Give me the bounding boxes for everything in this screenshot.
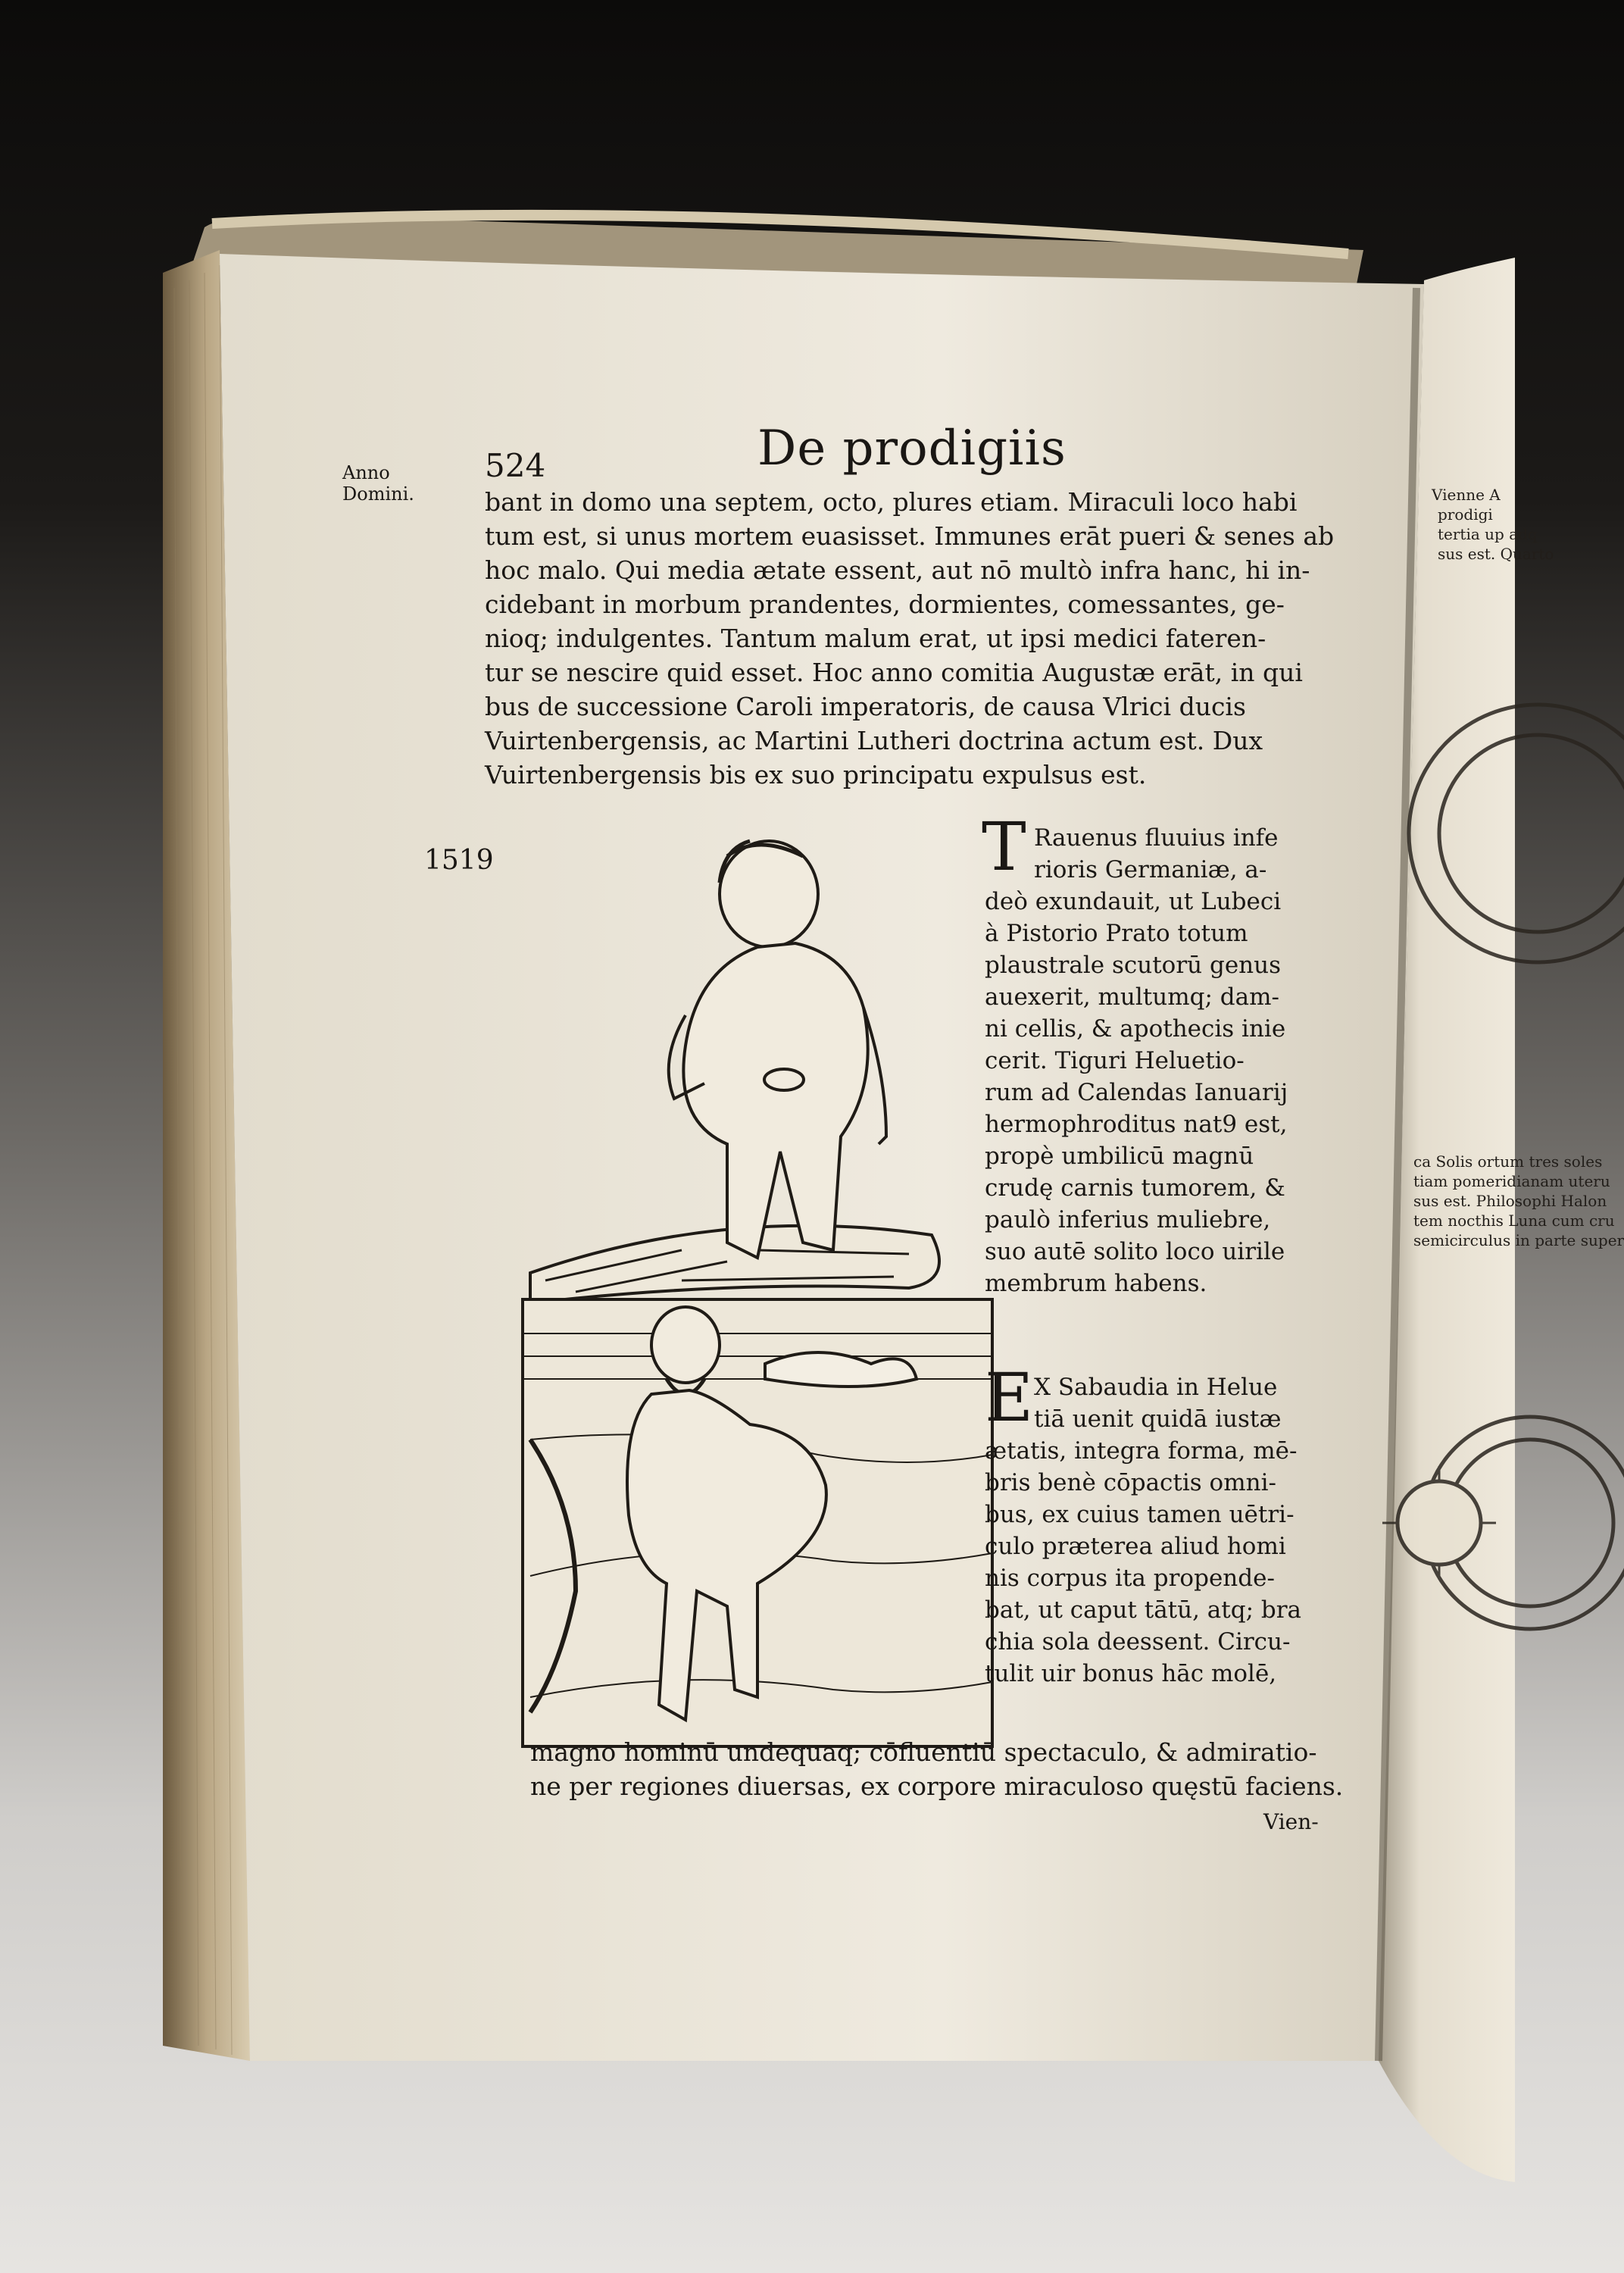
facing-line: tem nocthis Luna cum cru: [1413, 1212, 1615, 1230]
facing-line: sus est. Philosophi Halon: [1413, 1192, 1607, 1210]
facing-line: semicirculus in parte super: [1413, 1231, 1624, 1249]
column-line: propè umbilicū magnū: [985, 1143, 1254, 1170]
column-line: auexerit, multumq; dam-: [985, 983, 1279, 1011]
column-line: bat, ut caput tātū, atq; bra: [985, 1596, 1302, 1624]
facing-line: Vienne A: [1432, 486, 1501, 504]
column-line: cerit. Tiguri Heluetio-: [985, 1047, 1245, 1074]
column-line: crudę carnis tumorem, &: [985, 1174, 1285, 1202]
column-line: à Pistorio Prato totum: [985, 920, 1248, 947]
body-line: bus de successione Caroli imperatoris, de causa Vlrici ducis: [485, 692, 1246, 721]
column-line: rum ad Calendas Ianuarij: [985, 1079, 1288, 1106]
body-line: nioq; indulgentes. Tantum malum erat, ut ipsi medici fateren-: [485, 624, 1266, 653]
column-line: rioris Germaniæ, a-: [1034, 856, 1267, 883]
column-line: culo præterea aliud homi: [985, 1533, 1286, 1560]
column-line: bus, ex cuius tamen uētri-: [985, 1501, 1295, 1528]
closing-lines: [530, 1735, 1343, 1803]
body-line: bant in domo una septem, octo, plures etiam. Miraculi loco habi: [485, 487, 1298, 517]
column-line: hermophroditus nat9 est,: [985, 1111, 1288, 1138]
catchword: Vien-: [1263, 1809, 1319, 1834]
column-line: membrum habens.: [985, 1270, 1207, 1297]
body-line: cidebant in morbum prandentes, dormientes, comessantes, ge-: [485, 589, 1285, 619]
column-line: chia sola deessent. Circu-: [985, 1628, 1291, 1656]
closing-line: ne per regiones diuersas, ex corpore miraculoso quęstū faciens.: [530, 1771, 1344, 1801]
column-line: plaustrale scutorū genus: [985, 952, 1282, 979]
column-text-1: [1034, 822, 1279, 886]
page-number: 524: [485, 447, 546, 484]
facing-line: tertia up adq: [1438, 525, 1538, 543]
facing-line: tiam pomeridianam uteru: [1413, 1172, 1610, 1190]
column-line: bris benè cōpactis omni-: [985, 1469, 1276, 1496]
body-line: tur se nescire quid esset. Hoc anno comitia Augustæ erāt, in qui: [485, 658, 1303, 687]
drop-cap-e: E: [985, 1358, 1034, 1437]
column-text-1b: [985, 886, 1288, 1299]
body-paragraph: [485, 485, 1334, 792]
column-line: tulit uir bonus hāc molē,: [985, 1660, 1277, 1687]
facing-line: prodigi: [1438, 505, 1493, 524]
column-line: Rauenus fluuius infe: [1034, 824, 1279, 852]
body-line: Vuirtenbergensis, ac Martini Lutheri doctrina actum est. Dux: [485, 726, 1263, 755]
drop-cap-t: T: [982, 808, 1026, 886]
column-line: deò exundauit, ut Lubeci: [985, 888, 1282, 915]
column-line: X Sabaudia in Helue: [1034, 1374, 1278, 1401]
column-line: ni cellis, & apothecis inie: [985, 1015, 1286, 1043]
column-line: nis corpus ita propende-: [985, 1565, 1275, 1592]
body-line: hoc malo. Qui media ætate essent, aut nō multò infra hanc, hi in-: [485, 555, 1310, 585]
column-text-2b: [985, 1435, 1301, 1690]
body-line: Vuirtenbergensis bis ex suo principatu expulsus est.: [485, 760, 1147, 789]
margin-year: 1519: [424, 845, 494, 876]
facing-page: [1413, 273, 1624, 2053]
closing-line: magno hominū undequaq; cōfluentiū spectaculo, & admiratio-: [530, 1737, 1317, 1767]
column-line: paulò inferius muliebre,: [985, 1206, 1271, 1233]
facing-line: ca Solis ortum tres soles: [1413, 1152, 1603, 1171]
column-line: ætatis, integra forma, mē-: [985, 1437, 1298, 1465]
margin-note: Anno Domini.: [342, 462, 414, 505]
column-line: tiā uenit quidā iustæ: [1034, 1405, 1282, 1433]
column-line: suo autē solito loco uirile: [985, 1238, 1285, 1265]
body-line: tum est, si unus mortem euasisset. Immunes erāt pueri & senes ab: [485, 521, 1335, 551]
facing-line: sus est. Quarto: [1438, 545, 1554, 563]
column-text-2: [1034, 1371, 1282, 1435]
running-head: De prodigiis: [757, 421, 1067, 477]
